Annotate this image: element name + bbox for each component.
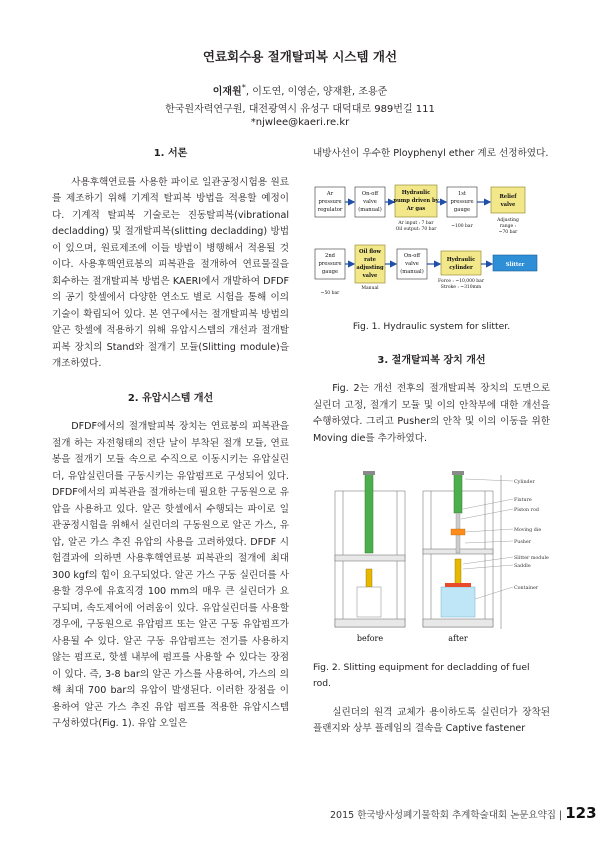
onoff2-line-2: valve [405,260,419,267]
label-after: after [448,634,468,643]
onoff2-line-1: On-off [403,252,421,259]
relief-line-1: Relief [499,193,517,200]
callout-saddle: Saddle [514,564,531,569]
flow-line-3: adjusting [356,264,384,271]
lead-author: 이재원 [212,86,242,98]
flow-line-4: valve [362,272,378,279]
flow-note: Manual [361,285,379,291]
co-authors: , 이도연, 이영순, 양재환, 조용준 [245,86,388,98]
ar-line-3: regulator [317,206,343,213]
callout-container: Container [514,586,539,591]
after-cylinder [454,473,462,513]
flow-line-1: Oil flow [359,248,381,255]
right-column [313,146,550,738]
affiliation: 한국원자력연구원, 대전광역시 유성구 대덕대로 989번길 111 [165,104,435,115]
onoff-line-2: valve [363,198,377,205]
section-heading-equipment: 3. 절개탈피복 장치 개선 [377,354,486,366]
relief-line-2: valve [500,201,516,208]
gauge1-line-1: 1st [457,190,467,197]
pump-line-3: Ar gas [406,205,426,212]
footer-separator: | [559,810,563,821]
onoff-line-3: (manual) [358,206,382,213]
callout-moving-die: Moving die [514,528,542,533]
callout-piston-rod: Piston rod [514,508,539,513]
pump-line-2: pump driven by [393,197,439,204]
pump-note-2: Oil output: 70 bar [395,226,437,232]
slitter-label: Slitter [505,261,525,268]
hydraulic-diagram [313,181,550,311]
gauge1-line-3: gauge [453,206,471,213]
cylinder-box [441,251,481,275]
paper-title: 연료회수용 절개탈피복 시스템 개선 [202,49,398,64]
after-container [441,587,475,617]
figure-2 [313,469,550,693]
left-column [52,146,289,769]
slitting-equipment-drawing [313,469,550,647]
cylinder-note-1: Force : ~10,000 bar [438,278,484,284]
gauge2-note: ~50 bar [320,290,340,296]
callout-pusher: Pusher [514,540,531,545]
cylinder-line-2: cylinder [449,264,473,271]
flow-line-2: rate [364,256,376,263]
equipment-paragraph: Fig. 2는 개선 전후의 절개탈피복 장치의 도면으로 실린더 고정, 절개기 모듈 및 이의 안착부에 대한 개선을 수행하였다. 그리고 Pusher의 안착 및 이의 이동을 위한 Moving die를 추가하였다. [313,383,550,444]
callout-leaders [461,479,513,599]
relief-note-3: ~70 bar [498,229,518,235]
corresponding-mark: * [241,82,246,92]
figure-1 [313,181,550,331]
gauge1-note: ~100 bar [451,223,473,229]
onoff-line-1: On-off [361,190,379,197]
relief-box [491,187,525,213]
cylinder-line-1: Hydraulic [446,256,476,263]
gauge2-line-3: gauge [321,268,339,275]
relief-note-2: range : [499,223,517,229]
callout-fixture: Fixture [514,498,532,503]
label-before: before [356,634,384,643]
cylinder-note-2: Stroke : ~310mm [440,284,482,290]
after-moving-die [451,529,465,535]
ar-line-1: Ar [326,190,334,197]
email: *njwlee@kaeri.re.kr [250,117,350,128]
equipment-paragraph-2: 실린더의 원격 교체가 용이하도록 실린더가 장착된 플랜지와 상부 플레임의 결속을 Captive fastener [313,706,550,734]
page-number: 123 [565,804,597,822]
pump-line-1: Hydraulic [401,189,431,196]
hydraulic-paragraph: DFDF에서의 절개탈피복 장치는 연료봉의 피복관을 절개 하는 자전형태의 전단 날이 부착된 절개 모듈, 연료봉을 절개기 모듈 속으로 수직으로 이동시키는 유압실린더, 유압실린더를 구동시키는 유압펌프로 구성되어 있다. DFDF에서의 피복관을 절개하는데 필요한 구동원으로 유압을 사용하고 있다. 알곤 핫셀에서 수행되는 파이로 일관공정시험을 위해서 실린더의 구동원으로 알곤 가스, 유압, 알곤 가스 추진 유압의 사용을 고려하였다. DFDF 시험결과에 의하면 사용후핵연료봉 피복관의 절개에 최대 300 kgf의 힘이 요구되었다. 알곤 가스 구동 실린더를 사용할 경우에 유효직경 100 mm의 매우 큰 실린더가 요구되며, 속도제어에 어려움이 있다. 유압실린더를 사용할 경우에, 구동원으로 유압펌프 또는 알곤 구동 유압펌프가 사용될 수 있다. 알곤 구동 유압펌프는 전기를 사용하지 않는 펌프로, 핫셀 내부에 펌프를 사용할 수 있다는 장점이 있다. 즉, 3-8 bar의 알곤 가스를 사용하여, 가스의 의해 최대 700 bar의 유압이 발생된다. 이러한 장점을 이용하여 알곤 가스 추진 유압 펌프를 적용한 유압시스템 구성하였다(Fig. 1). 유압 오일은 [52,421,289,729]
section-heading-intro: 1. 서론 [153,148,188,159]
before-cylinder [365,473,373,553]
figure-1-caption: Fig. 1. Hydraulic system for slitter. [352,321,511,332]
gauge2-line-1: 2nd [325,252,335,259]
intro-paragraph: 사용후핵연료를 사용한 파이로 일관공정시험용 원료를 제조하기 위해 기계적 탈피복 방법을 적용할 예정이다. 기계적 탈피복 기술로는 진동탈피복(vibrational decladding) 및 절개탈피복(slitting decladding) 방법이 있으며, 원료제조에 이들 방법이 병행해서 적용될 것이다. 사용후핵연료봉의 피복관을 절개하여 연료물질을 회수하는 절개탈피복 방법은 KAERI에서 개발하여 DFDF의 공기 핫셀에서 다양한 연소도 별로 시험을 통해 이의 기술이 확립되어 있다. 본 연구에서는 절개탈피복 방법의 알곤 핫셀에 적용하기 위해 유압시스템의 개선과 절개탈피복 장치의 Stand와 절개기 모듈(Slitting module)을 개조하였다. [52,176,289,369]
gauge2-line-2: pressure [318,260,342,267]
page-footer [330,804,597,822]
gauge1-line-2: pressure [450,198,474,205]
footer-text: 2015 한국방사성폐기물학회 추계학술대회 논문요약집 [330,810,556,821]
figure-2-caption: Fig. 2. Slitting equipment for decladding of fuel rod. [313,661,530,689]
section-heading-hydraulic: 2. 유압시스템 개선 [127,392,214,404]
relief-note-1: Adjusting [497,217,519,223]
author-line [0,82,600,97]
callout-slitter-module: Slitter module [514,556,549,561]
callout-cylinder: Cylinder [514,480,535,485]
ar-line-2: pressure [318,198,342,205]
pump-note-1: Ar input : 7 bar [398,220,434,226]
onoff2-line-3: (manual) [400,268,424,275]
callout-labels [514,479,549,591]
hydraulic-paragraph-continued: 내방사선이 우수한 Ployphenyl ether 계로 선정하였다. [313,148,549,159]
